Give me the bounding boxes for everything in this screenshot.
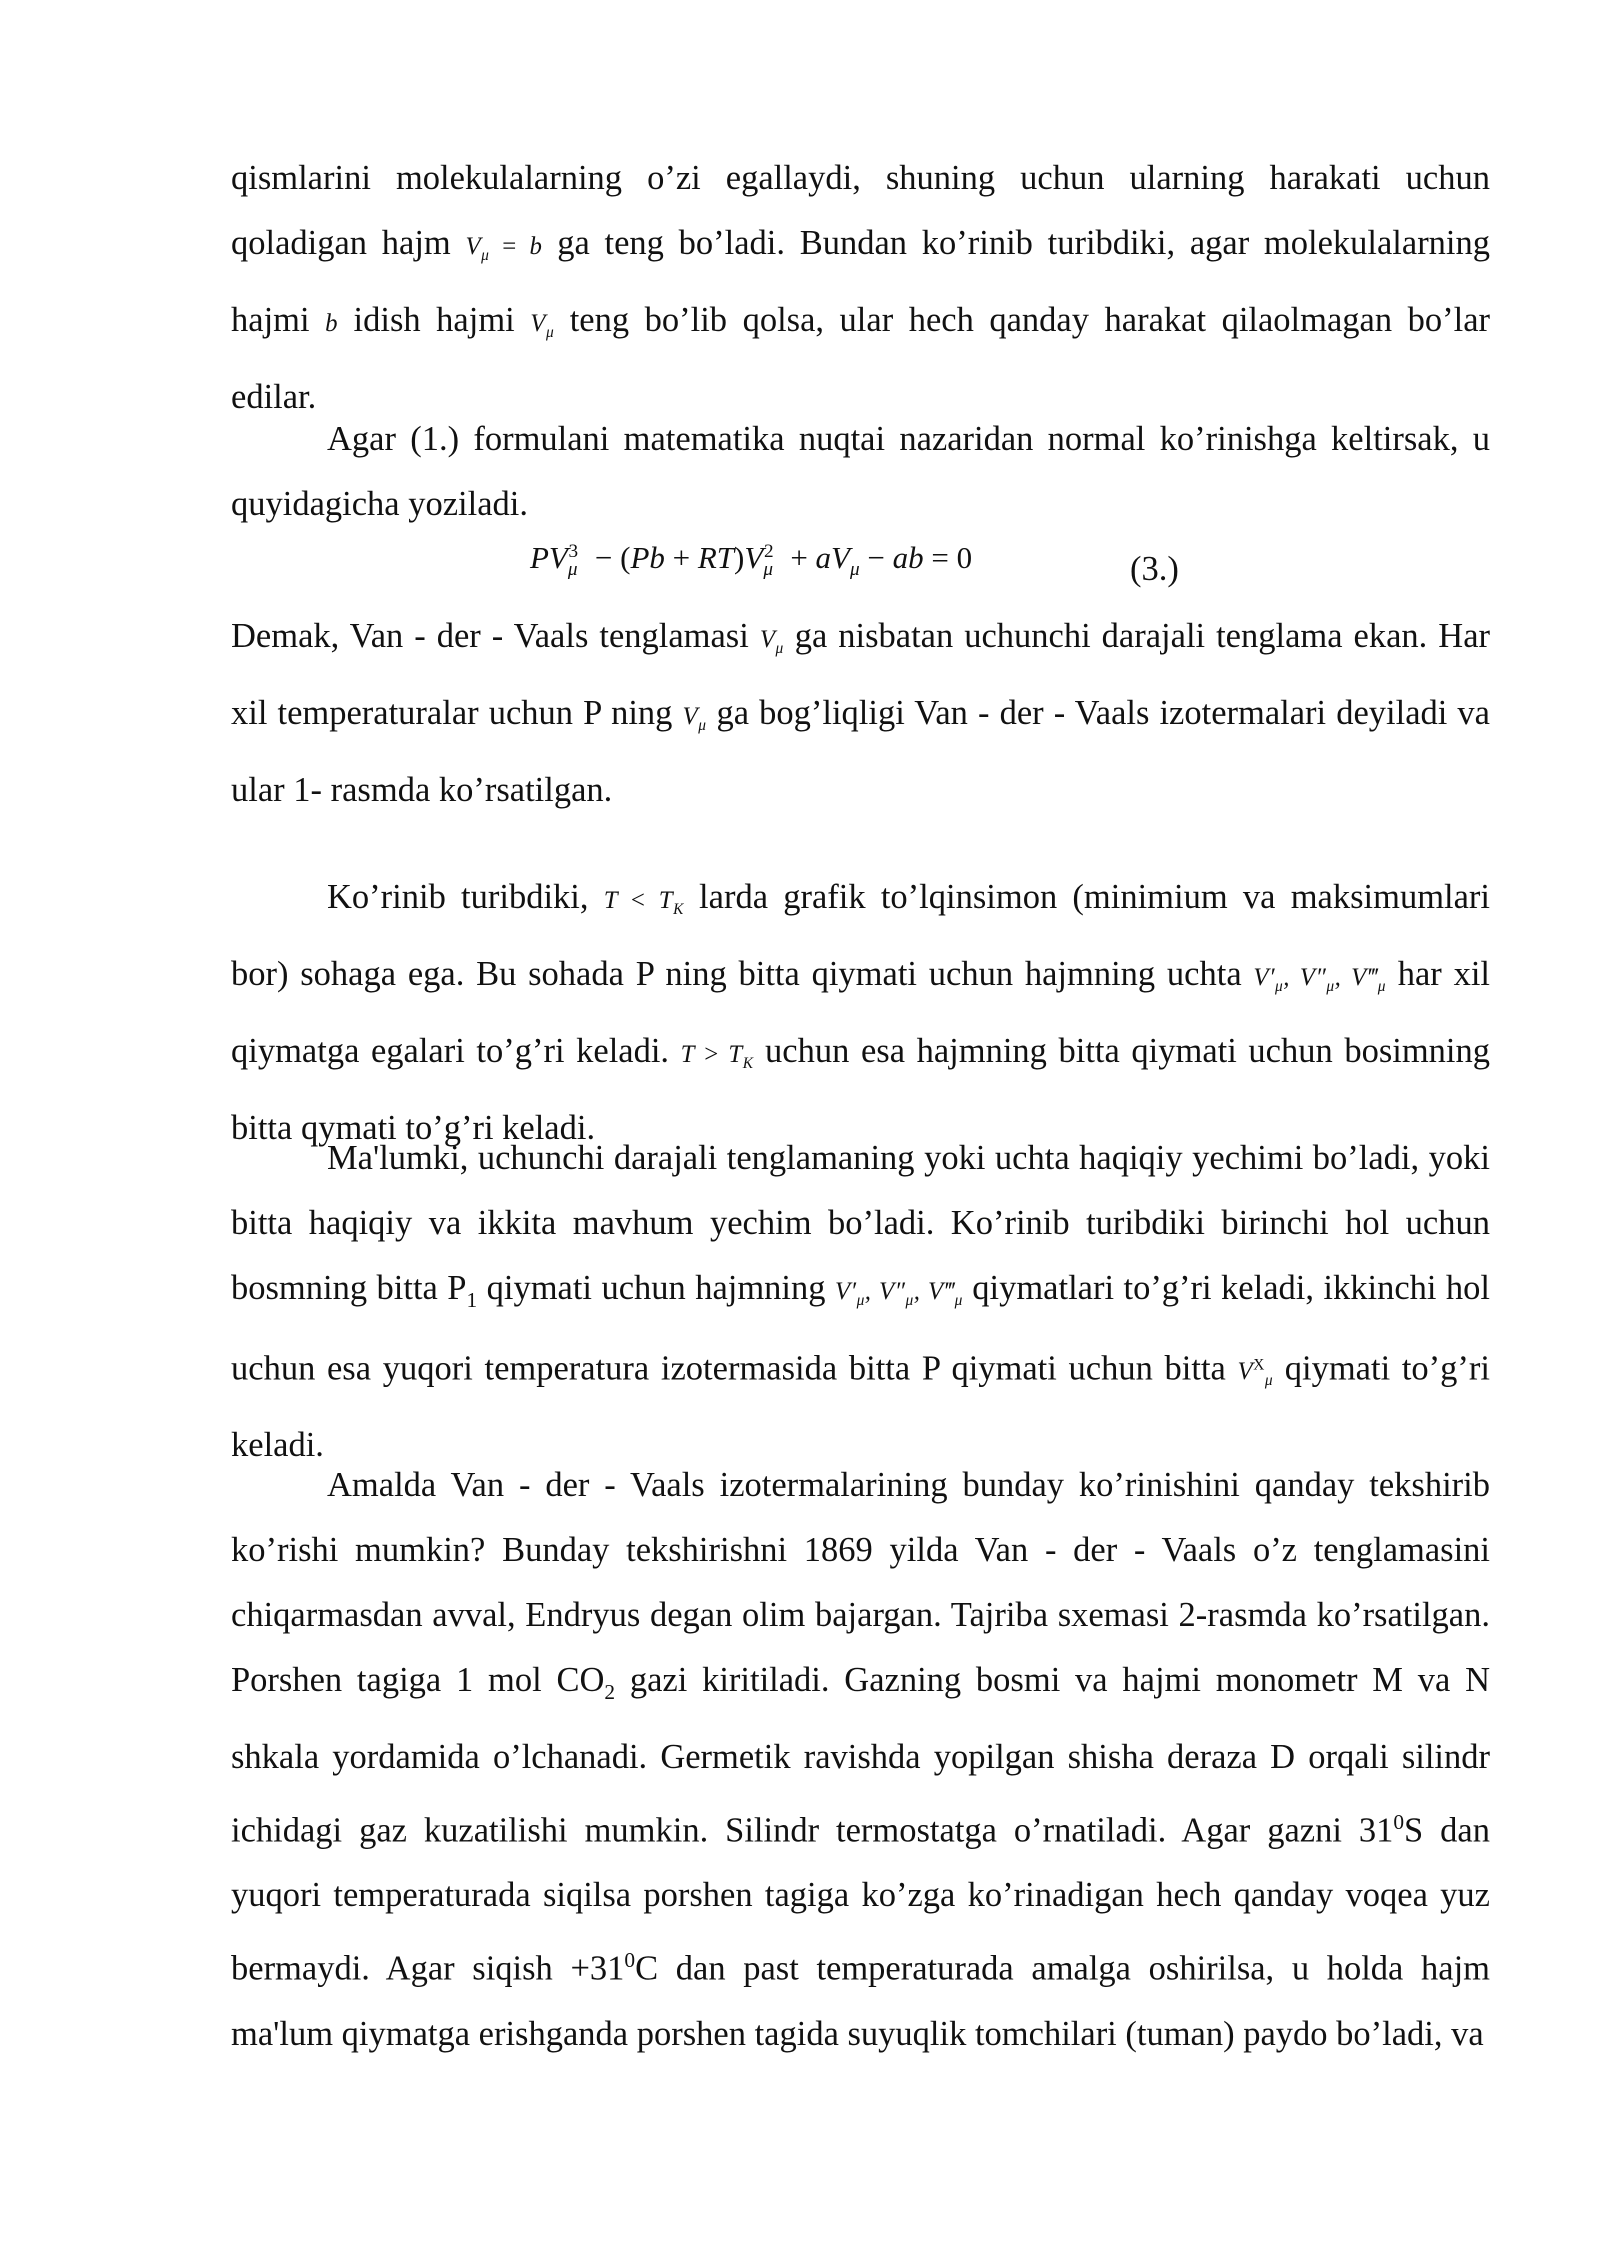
math-t-less-tk: $T < T_K$ [603,887,684,918]
equation-3: $PV_\mu^3 - (Pb + RT)V_\mu^2 + aV_\mu$ − ab = 0 [530,540,973,581]
text-span: larda grafik to’lqinsimon (minimium va maksimumlari bor) sohaga ega. Bu sohada P ning bitta qiymati uchun hajmning uchta [231,878,1490,993]
paragraph-2 [231,407,1490,537]
text-span: Ma'lumki, uchunchi darajali tenglamaning yoki uchta haqiqiy yechimi bo’ladi, yoki bitta haqiqiy va ikkita mavhum yechim bo’ladi. Ko’rinib turibdiki birinchi hol uchun bosmning bitta P [231,1139,1490,1307]
text-span: Amalda Van - der - Vaals izotermalarining bunday ko’rinishini qanday tekshirib ko’rishi mumkin? Bunday tekshirishni 1869 yilda Van - der - Vaals o’z tenglamasini chiqarmasdan avval, Endryus degan olim bajargan. Tajriba sxemasi 2-rasmda ko’rsatilgan. Porshen tagiga 1 mol CO [231,1466,1490,1699]
text-span: har xil qiymatga egalari to’g’ri keladi. [231,954,1490,1070]
math-v-mu: $V_\mu$ [682,702,707,734]
text-span: ga teng bo’ladi. Bundan ko’rinib turibdiki, agar molekulalarning hajmi [231,224,1491,339]
text-span: qiymati uchun hajmning [477,1269,835,1307]
equation-number: (3.) [1130,550,1179,588]
paragraph-3 [231,604,1490,823]
math-v-mu: $V_\mu$ [759,626,784,657]
math-v-primes: $V'_\mu$, $V''_\mu$, $V‴_\mu$ [1253,963,1386,995]
math-v-mu-equals-b: $V_\mu = b$ [465,233,543,264]
text-span: gazi kiritiladi. Gazning bosmi va hajmi monometr M va N shkala yordamida o’lchanadi. Germetik ravishda yopilgan shisha deraza D orqali silindr ichidagi gaz kuzatilishi mumkin. Silindr termostatga o’rnatiladi. Agar gazni 31 [231,1661,1490,1850]
subscript-2: 2 [604,1679,616,1704]
text-span: Demak, Van - der - Vaals tenglamasi [231,617,760,655]
text-span: qiymati to’g’ri keladi. [231,1349,1490,1465]
text-span: S dan yuqori temperaturada siqilsa porshen tagiga ko’zga ko’rinadigan hech qanday voqea yuz bermaydi. Agar siqish +31 [231,1811,1490,1988]
text-span: qismlarini molekulalarning o’zi egallaydi, shuning uchun ularning harakati uchun qoladigan hajm [231,159,1490,262]
subscript-1: 1 [466,1287,478,1312]
math-v-mu: $V_\mu$ [530,309,555,341]
text-span: idish hajmi [338,300,531,339]
math-b: b [325,309,339,337]
text-span: Agar (1.) formulani matematika nuqtai nazaridan normal ko’rinishga keltirsak, u quyidagicha yoziladi. [231,420,1490,523]
paragraph-6 [231,1453,1490,2067]
paragraph-5 [231,1126,1490,1478]
math-t-greater-tk: $T > T_K$ [680,1040,754,1072]
text-span: ga nisbatan uchunchi darajali tenglama ekan. Har xil temperaturalar uchun P ning [231,617,1490,732]
math-v-x-mu: $V^X_\mu$ [1237,1356,1274,1390]
paragraph-4 [231,865,1490,1161]
paragraph-1 [231,146,1490,430]
text-span: teng bo’lib qolsa, ular hech qanday harakat qilaolmagan bo’lar edilar. [231,300,1490,416]
text-span: uchun esa hajmning bitta qiymati uchun bosimning bitta qymati to’g’ri keladi. [231,1031,1490,1147]
text-span: qiymatlari to’g’ri keladi, ikkinchi hol uchun esa yuqori temperatura izotermasida bitta P qiymati uchun bitta [231,1269,1490,1388]
superscript-0: 0 [624,1948,636,1973]
text-span: C dan past temperaturada amalga oshirilsa, u holda hajm ma'lum qiymatga erishganda porshen tagida suyuqlik tomchilari (tuman) paydo bo’ladi, va [231,1949,1491,2053]
math-v-primes: $V'_\mu$, $V''_\mu$, $V‴_\mu$ [834,1278,963,1309]
text-span: Ko’rinib turibdiki, [327,878,604,916]
text-span: ga bog’liqligi Van - der - Vaals izotermalari deyiladi va ular 1- rasmda ko’rsatilgan. [231,693,1490,809]
superscript-0: 0 [1393,1809,1405,1834]
